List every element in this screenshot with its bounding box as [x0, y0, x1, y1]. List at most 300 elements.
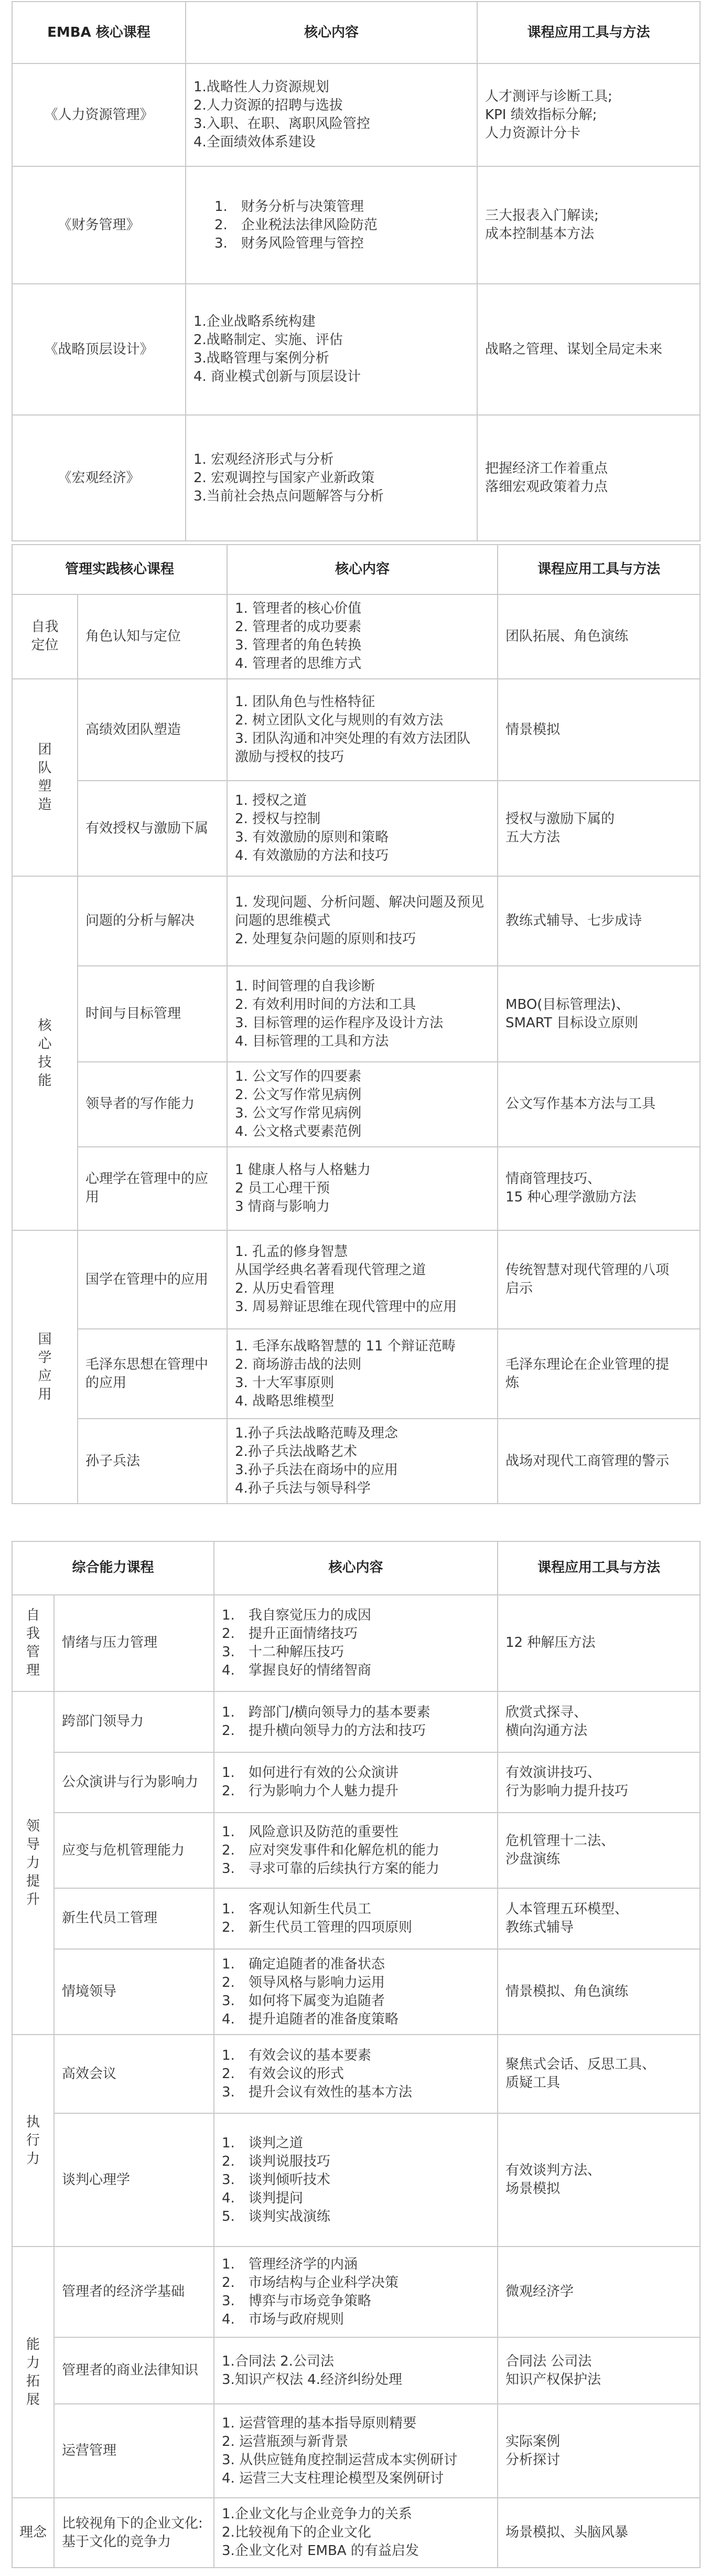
- content-line: 1. 财务分析与决策管理: [214, 198, 364, 215]
- content-line: 2. 新生代员工管理的四项原则: [222, 1919, 412, 1935]
- core-content-cell: [227, 594, 498, 679]
- table-row: [12, 1419, 700, 1504]
- content-line: 2.比较视角下的企业文化: [222, 2525, 371, 2541]
- content-line: 4. 目标管理的工具和方法: [235, 1033, 389, 1049]
- content-line: 3. 目标管理的运作程序及设计方法: [235, 1015, 444, 1031]
- table-row: [12, 2247, 700, 2337]
- content-line: 问题的思维模式: [235, 913, 331, 929]
- table-row: [12, 781, 700, 876]
- group-label-char: 能: [26, 2336, 40, 2353]
- core-content-cell: [186, 166, 477, 284]
- content-line: 1 健康人格与人格魅力: [235, 1162, 371, 1178]
- table-row: [12, 1752, 700, 1813]
- tools-cell: [498, 1949, 700, 2035]
- tool-line: 欣赏式探寻、: [505, 1704, 588, 1720]
- tool-line: 情景模拟: [505, 721, 561, 738]
- group-label: [12, 1691, 54, 2035]
- tool-line: MBO(目标管理法)、: [505, 996, 630, 1013]
- table-row: [12, 1813, 700, 1888]
- header-tools: 课程应用工具与方法: [498, 545, 700, 594]
- content-line-list: [222, 2255, 490, 2329]
- content-line-list: [222, 1606, 490, 1680]
- group-label-char: 技: [38, 1054, 52, 1070]
- content-line: 2. 提升横向领导力的方法和技巧: [222, 1722, 426, 1739]
- tool-line: 场景模拟: [505, 2181, 561, 2197]
- tool-line: 有效演讲技巧、: [505, 1765, 601, 1781]
- content-line-list: [222, 2353, 490, 2389]
- tool-line: 知识产权保护法: [505, 2371, 601, 2388]
- tool-line: 教练式辅导、七步成诗: [505, 913, 642, 929]
- content-line: 1. 毛泽东战略智慧的 11 个辩证范畴: [235, 1338, 456, 1354]
- content-line: 4.孙子兵法与领导科学: [235, 1481, 371, 1497]
- tools-cell: [498, 1062, 700, 1147]
- content-line: 3. 如何将下属变为追随者: [222, 1993, 385, 2009]
- group-label-char: 理念: [19, 2525, 47, 2541]
- content-line: 3.知识产权法 4.经济纠纷处理: [222, 2371, 402, 2388]
- content-line: 4. 有效激励的方法和技巧: [235, 848, 389, 864]
- group-label-char: 核: [38, 1017, 52, 1034]
- tool-line: 教练式辅导: [505, 1919, 574, 1935]
- tool-line: 行为影响力提升技巧: [505, 1783, 629, 1800]
- comprehensive-ability-course-table: [12, 1541, 701, 2568]
- tools-cell: [477, 284, 700, 415]
- table-row: [12, 284, 700, 415]
- tools-cell: [477, 63, 700, 166]
- table-row: [12, 876, 700, 966]
- core-content-cell: [214, 2337, 498, 2404]
- table-row: [12, 2113, 700, 2247]
- table-row: [12, 1062, 700, 1147]
- course-name: 问题的分析与解决: [78, 876, 227, 966]
- tool-line-list: [505, 1452, 692, 1471]
- content-line: 5. 谈判实战演练: [222, 2208, 330, 2224]
- content-line: 3. 从供应链角度控制运营成本实例研讨: [222, 2452, 458, 2468]
- table-row: [12, 2404, 700, 2498]
- tool-line: 传统智慧对现代管理的八项: [505, 1262, 670, 1279]
- tool-line: KPI 绩效指标分解;: [485, 107, 597, 123]
- course-name: 情境领导: [54, 1949, 214, 2035]
- tool-line: 战略之管理、谋划全局定未来: [485, 341, 663, 357]
- content-line: 4. 战略思维模型: [235, 1393, 335, 1409]
- tool-line: 有效谈判方法、: [505, 2163, 601, 2179]
- content-line-list: [222, 2414, 490, 2488]
- group-label-char: 导: [26, 1836, 40, 1853]
- tool-line: 场景模拟、头脑风暴: [505, 2525, 629, 2541]
- emba-core-course-table: [12, 1, 701, 541]
- content-line-list: [235, 893, 490, 949]
- content-line: 1. 孔孟的修身智慧: [235, 1244, 348, 1260]
- group-label: [12, 1230, 78, 1504]
- tool-line: 合同法 公司法: [505, 2353, 592, 2369]
- tool-line: 成本控制基本方法: [485, 226, 595, 242]
- group-label-char: 心: [38, 1036, 52, 1052]
- content-line: 1. 团队角色与性格特征: [235, 694, 375, 710]
- content-line: 2.人力资源的招聘与选拔: [193, 98, 343, 113]
- course-name: 时间与目标管理: [78, 966, 227, 1061]
- table-row: [12, 1329, 700, 1419]
- tool-line: 落细宏观政策着力点: [485, 479, 608, 495]
- tool-line: 战场对现代工商管理的警示: [505, 1453, 670, 1469]
- group-label-char: 应: [38, 1368, 52, 1384]
- group-label-char: 队: [38, 760, 52, 776]
- table-header-row: [12, 545, 700, 594]
- content-line: 4. 提升追随者的准备度策略: [222, 2011, 399, 2027]
- content-line-list: [222, 1704, 490, 1740]
- content-line: 4. 市场与政府规则: [222, 2311, 344, 2327]
- course-name: 运营管理: [54, 2404, 214, 2498]
- table-row: [12, 1230, 700, 1329]
- tool-line: 人本管理五环模型、: [505, 1901, 629, 1917]
- table-row: [12, 166, 700, 284]
- header-tools: 课程应用工具与方法: [498, 1541, 700, 1595]
- table-row: [12, 1949, 700, 2035]
- content-line: 2. 行为影响力个人魅力提升: [222, 1783, 399, 1800]
- table-row: [12, 1691, 700, 1752]
- course-name: 高绩效团队塑造: [78, 679, 227, 781]
- core-content-cell: [214, 2247, 498, 2337]
- core-content-cell: [227, 679, 498, 781]
- header-course: 管理实践核心课程: [12, 545, 227, 594]
- content-line: 3. 有效激励的原则和策略: [235, 829, 389, 846]
- tool-line: 情商管理技巧、: [505, 1171, 601, 1187]
- tool-line: 五大方法: [505, 829, 561, 846]
- tools-cell: [498, 2035, 700, 2113]
- tools-cell: [498, 1419, 700, 1504]
- table-row: [12, 679, 700, 781]
- course-name: 孙子兵法: [78, 1419, 227, 1504]
- group-label-char: 用: [38, 1386, 52, 1402]
- content-line-list: [222, 2134, 490, 2226]
- tool-line-list: [505, 1634, 692, 1652]
- group-label-char: 力: [26, 2151, 40, 2167]
- tools-cell: [498, 2113, 700, 2247]
- course-name: 毛泽东思想在管理中的应用: [78, 1329, 227, 1419]
- tool-line: 聚焦式会话、反思工具、: [505, 2057, 656, 2073]
- course-name: 管理者的商业法律知识: [54, 2337, 214, 2404]
- content-line: 1. 如何进行有效的公众演讲: [222, 1765, 399, 1781]
- table-row: [12, 2498, 700, 2568]
- header-tools: 课程应用工具与方法: [477, 2, 700, 63]
- content-line: 3. 博弈与市场竞争策略: [222, 2293, 371, 2309]
- tools-cell: [498, 1230, 700, 1329]
- tool-line: 人才测评与诊断工具;: [485, 88, 612, 104]
- core-content-cell: [227, 1419, 498, 1504]
- tool-line: 横向沟通方法: [505, 1722, 588, 1739]
- content-line: 2. 处理复杂问题的原则和技巧: [235, 931, 416, 948]
- tools-cell: [498, 679, 700, 781]
- group-label-char: 团: [38, 742, 52, 758]
- group-label-char: 展: [26, 2391, 40, 2408]
- tool-line: 把握经济工作着重点: [485, 461, 608, 476]
- table-row: [12, 1147, 700, 1231]
- tool-line: 毛泽东理论在企业管理的提: [505, 1356, 670, 1372]
- content-line-list: [235, 1161, 490, 1216]
- tool-line: 沙盘演练: [505, 1851, 561, 1868]
- group-label-char: 学: [38, 1349, 52, 1366]
- content-line: 2. 宏观调控与国家产业新政策: [193, 470, 375, 486]
- core-content-cell: [186, 63, 477, 166]
- course-name: 《人力资源管理》: [12, 63, 186, 166]
- course-name: 高效会议: [54, 2035, 214, 2113]
- group-label-char: 理: [26, 1662, 40, 1678]
- group-label-char: 管: [26, 1644, 40, 1660]
- content-line: 1.企业战略系统构建: [193, 314, 316, 329]
- content-line-list: [193, 313, 469, 386]
- content-line-list: [235, 977, 490, 1051]
- header-course: 综合能力课程: [12, 1541, 214, 1595]
- content-line: 4.全面绩效体系建设: [193, 134, 316, 150]
- header-course: EMBA 核心课程: [12, 2, 186, 63]
- content-line: 3.当前社会热点问题解答与分析: [193, 488, 384, 504]
- core-content-cell: [214, 1595, 498, 1692]
- content-line: 1. 我自察觉压力的成因: [222, 1607, 371, 1623]
- core-content-cell: [227, 876, 498, 966]
- table-header-row: [12, 1541, 700, 1595]
- group-label-char: 自我: [31, 619, 59, 635]
- tool-line: 实际案例: [505, 2433, 561, 2450]
- core-content-cell: [186, 284, 477, 415]
- content-line: 2. 公文写作常见病例: [235, 1087, 362, 1103]
- tool-line-list: [505, 912, 692, 930]
- content-line: 2.战略制定、实施、评估: [193, 332, 343, 348]
- tool-line-list: [505, 627, 692, 646]
- header-content: 核心内容: [214, 1541, 498, 1595]
- tool-line-list: [505, 1983, 692, 2001]
- tools-cell: [498, 1813, 700, 1888]
- course-name: 国学在管理中的应用: [78, 1230, 227, 1329]
- tools-cell: [498, 2247, 700, 2337]
- content-line: 4. 公文格式要素范例: [235, 1123, 362, 1140]
- core-content-cell: [214, 2113, 498, 2247]
- core-content-cell: [214, 2498, 498, 2568]
- content-line: 1. 公文写作的四要素: [235, 1068, 362, 1084]
- group-label: [12, 679, 78, 876]
- tool-line: 15 种心理学激励方法: [505, 1189, 637, 1206]
- content-line: 2. 树立团队文化与规则的有效方法: [235, 712, 444, 729]
- group-label: [12, 2035, 54, 2247]
- core-content-cell: [214, 2404, 498, 2498]
- content-line: 1.合同法 2.公司法: [222, 2353, 334, 2369]
- content-line-list: [222, 2505, 490, 2560]
- content-line: 1. 有效会议的基本要素: [222, 2047, 371, 2063]
- table-header-row: [12, 2, 700, 63]
- content-line: 4. 运营三大支柱理论模型及案例研讨: [222, 2470, 444, 2486]
- group-label-char: 能: [38, 1072, 52, 1089]
- content-line: 3. 团队沟通和冲突处理的有效方法团队: [235, 731, 471, 747]
- tool-line: 分析探讨: [505, 2452, 561, 2468]
- content-line: 从国学经典名著看现代管理之道: [235, 1262, 426, 1279]
- content-line: 2. 授权与控制: [235, 811, 321, 827]
- content-line: 1. 管理者的核心价值: [235, 601, 362, 617]
- tool-line: 情景模拟、角色演练: [505, 1984, 629, 1999]
- content-line: 4. 掌握良好的情绪智商: [222, 1662, 371, 1678]
- content-line-list: [235, 1243, 490, 1316]
- content-line: 2. 提升正面情绪技巧: [222, 1625, 358, 1642]
- management-practice-course-table: [12, 544, 701, 1504]
- group-label-char: 领: [26, 1818, 40, 1834]
- course-name: 心理学在管理中的应用: [78, 1147, 227, 1231]
- group-label-char: 提: [26, 1873, 40, 1889]
- tool-line-list: [505, 996, 692, 1032]
- content-line-list: [222, 1764, 490, 1801]
- tool-line-list: [485, 460, 692, 496]
- core-content-cell: [227, 966, 498, 1061]
- header-content: 核心内容: [186, 2, 477, 63]
- content-line-list: [222, 1900, 490, 1937]
- group-label-char: 执: [26, 2114, 40, 2130]
- group-label-char: 造: [38, 797, 52, 813]
- content-line: 2. 从历史看管理: [235, 1281, 335, 1297]
- group-label-char: 自: [26, 1607, 40, 1623]
- table-row: [12, 2337, 700, 2404]
- tool-line-list: [505, 721, 692, 739]
- content-line: 3.入职、在职、离职风险管控: [193, 116, 370, 132]
- group-label-char: 定位: [31, 637, 59, 654]
- content-line: 1.孙子兵法战略范畴及理念: [235, 1425, 398, 1442]
- course-name: 跨部门领导力: [54, 1691, 214, 1752]
- tools-cell: [498, 2337, 700, 2404]
- tools-cell: [498, 966, 700, 1061]
- content-line: 2. 管理者的成功要素: [235, 619, 362, 635]
- course-name: 管理者的经济学基础: [54, 2247, 214, 2337]
- content-line: 1. 客观认知新生代员工: [222, 1901, 371, 1917]
- course-name: 角色认知与定位: [78, 594, 227, 679]
- tool-line-list: [505, 2433, 692, 2469]
- core-content-cell: [214, 1813, 498, 1888]
- content-line: 1. 运营管理的基本指导原则精要: [222, 2415, 417, 2431]
- tool-line: 危机管理十二法、: [505, 1833, 615, 1849]
- group-label-char: 行: [26, 2132, 40, 2148]
- content-line: 3. 谈判倾听技术: [222, 2171, 330, 2188]
- tools-cell: [498, 781, 700, 876]
- tool-line: 启示: [505, 1281, 533, 1297]
- tool-line-list: [505, 1764, 692, 1801]
- core-content-cell: [227, 1230, 498, 1329]
- tool-line: 三大报表入门解读;: [485, 208, 599, 223]
- tool-line-list: [505, 2283, 692, 2301]
- tool-line: SMART 目标设立原则: [505, 1015, 639, 1031]
- core-content-cell: [227, 781, 498, 876]
- content-line: 4. 管理者的思维方式: [235, 656, 362, 672]
- course-name: 情绪与压力管理: [54, 1595, 214, 1692]
- group-label-char: 我: [26, 1625, 40, 1642]
- tool-line-list: [505, 2162, 692, 2198]
- tools-cell: [498, 1752, 700, 1813]
- tools-cell: [498, 1691, 700, 1752]
- table-row: [12, 2035, 700, 2113]
- content-line-list: [193, 198, 469, 253]
- content-line: 2. 领导风格与影响力运用: [222, 1974, 385, 1990]
- content-line: 4. 谈判提问: [222, 2190, 303, 2206]
- group-label-char: 国: [38, 1331, 52, 1347]
- content-line-list: [235, 1424, 490, 1498]
- group-label: [12, 2498, 54, 2568]
- tools-cell: [498, 1595, 700, 1692]
- tool-line: 质疑工具: [505, 2075, 561, 2091]
- content-line: 2. 应对突发事件和化解危机的能力: [222, 1842, 439, 1858]
- content-line: 3. 公文写作常见病例: [235, 1105, 362, 1121]
- content-line: 3. 周易辩证思维在现代管理中的应用: [235, 1299, 457, 1315]
- content-line-list: [235, 693, 490, 767]
- content-line: 1. 管理经济学的内涵: [222, 2256, 358, 2272]
- content-line: 3. 十二种解压技巧: [222, 1644, 344, 1660]
- content-line: 3. 财务风险管理与管控: [214, 235, 364, 251]
- content-line: 1. 谈判之道: [222, 2135, 303, 2151]
- course-name: 《财务管理》: [12, 166, 186, 284]
- course-name: 谈判心理学: [54, 2113, 214, 2247]
- tools-cell: [498, 1888, 700, 1949]
- content-line: 2. 有效利用时间的方法和工具: [235, 996, 416, 1013]
- content-line: 3.战略管理与案例分析: [193, 350, 329, 366]
- tool-line-list: [505, 1900, 692, 1937]
- core-content-cell: [227, 1329, 498, 1419]
- content-line: 3.企业文化对 EMBA 的有益启发: [222, 2543, 419, 2559]
- content-line: 2. 谈判说服技巧: [222, 2153, 330, 2169]
- tool-line-list: [505, 2353, 692, 2389]
- tool-line-list: [505, 1832, 692, 1869]
- tool-line: 炼: [505, 1375, 520, 1391]
- course-name: 公众演讲与行为影响力: [54, 1752, 214, 1813]
- group-label: [12, 2247, 54, 2498]
- content-line: 3. 提升会议有效性的基本方法: [222, 2084, 412, 2100]
- content-line: 4. 商业模式创新与顶层设计: [193, 369, 361, 385]
- core-content-cell: [186, 415, 477, 541]
- table-row: [12, 966, 700, 1061]
- table-row: [12, 594, 700, 679]
- content-line: 1.战略性人力资源规划: [193, 79, 329, 95]
- content-line: 2. 市场结构与企业科学决策: [222, 2274, 399, 2291]
- tool-line-list: [505, 1095, 692, 1113]
- course-name: 新生代员工管理: [54, 1888, 214, 1949]
- tools-cell: [498, 1147, 700, 1231]
- content-line: 3. 寻求可靠的后续执行方案的能力: [222, 1860, 439, 1877]
- group-label: [12, 876, 78, 1230]
- content-line: 2. 运营瓶颈与新背景: [222, 2433, 349, 2450]
- tools-cell: [498, 2404, 700, 2498]
- content-line: 2. 企业税法法律风险防范: [214, 217, 378, 233]
- tool-line-list: [505, 2524, 692, 2542]
- content-line-list: [235, 1337, 490, 1411]
- tool-line: 团队拓展、角色演练: [505, 628, 629, 644]
- content-line-list: [222, 1823, 490, 1878]
- tool-line-list: [505, 1356, 692, 1392]
- course-name: 比较视角下的企业文化:基于文化的竞争力: [54, 2498, 214, 2568]
- content-line: 3.孙子兵法在商场中的应用: [235, 1462, 398, 1478]
- content-line: 1. 授权之道: [235, 793, 307, 809]
- content-line: 2.孙子兵法战略艺术: [235, 1444, 357, 1460]
- content-line: 1.企业文化与企业竞争力的关系: [222, 2506, 412, 2522]
- core-content-cell: [227, 1147, 498, 1231]
- content-line: 激励与授权的技巧: [235, 749, 345, 765]
- tools-cell: [477, 415, 700, 541]
- tools-cell: [498, 876, 700, 966]
- course-name: 有效授权与激励下属: [78, 781, 227, 876]
- content-line-list: [193, 78, 469, 152]
- group-label-char: 拓: [26, 2373, 40, 2389]
- tool-line-list: [505, 2056, 692, 2092]
- content-line: 2 员工心理干预: [235, 1180, 330, 1196]
- content-line: 3 情商与影响力: [235, 1198, 330, 1215]
- content-line-list: [222, 2047, 490, 2102]
- header-content: 核心内容: [227, 545, 498, 594]
- tool-line: 微观经济学: [505, 2284, 574, 2300]
- content-line: 2. 商场游击战的法则: [235, 1356, 362, 1372]
- group-label: [12, 1595, 54, 1692]
- content-line: 1. 时间管理的自我诊断: [235, 978, 375, 994]
- tool-line-list: [505, 1704, 692, 1740]
- table-row: [12, 63, 700, 166]
- content-line: 2. 有效会议的形式: [222, 2066, 344, 2082]
